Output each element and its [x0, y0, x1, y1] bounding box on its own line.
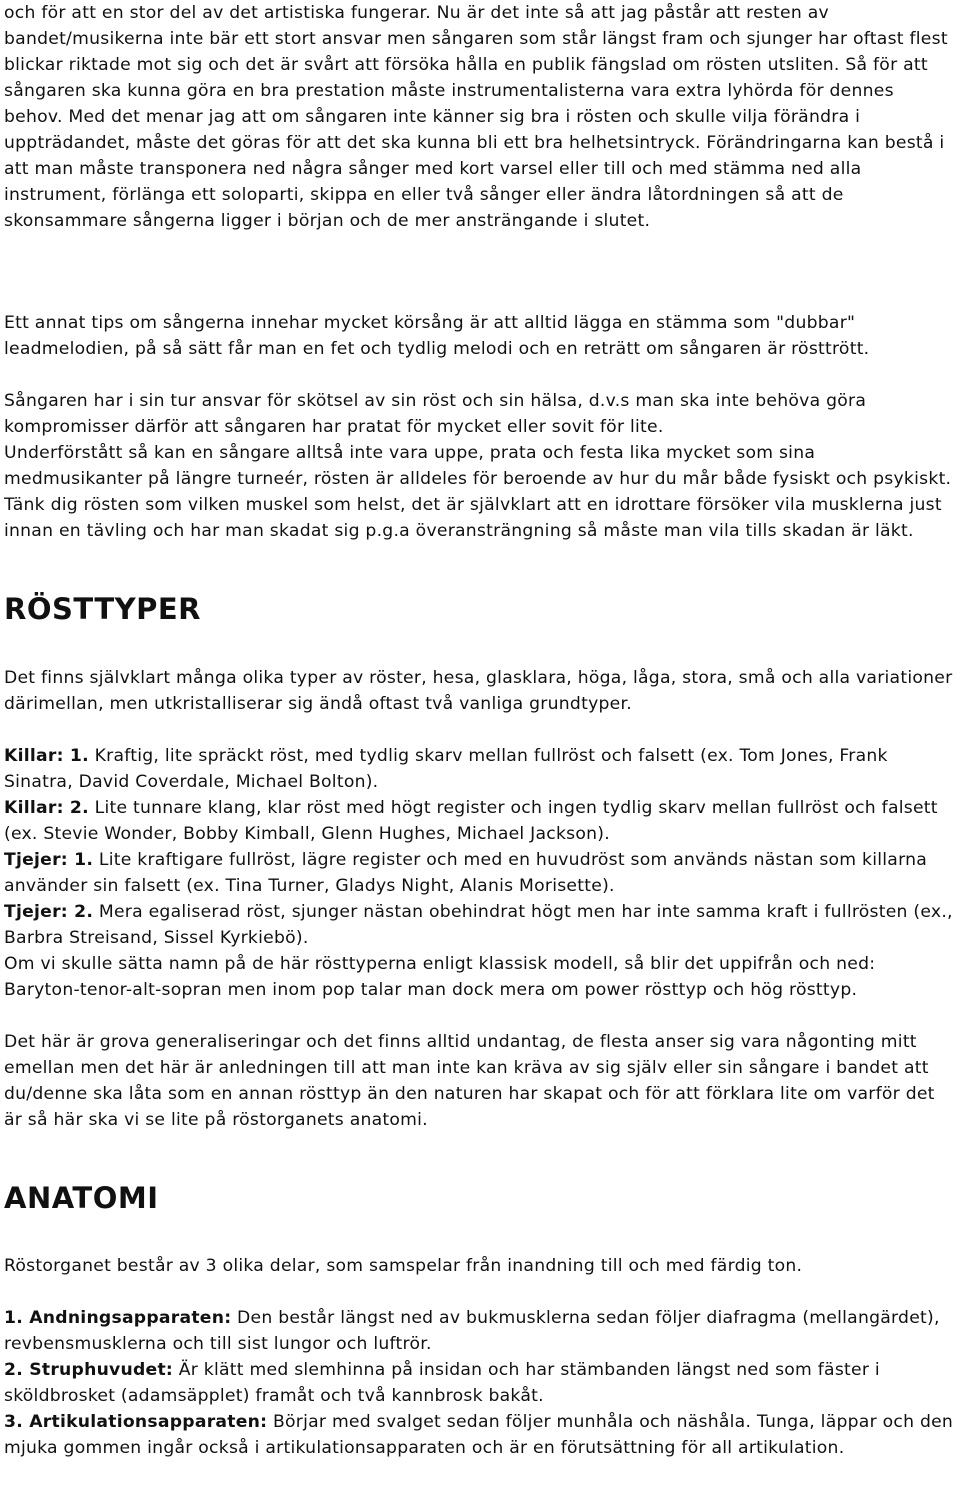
singer-responsibility-paragraph: Sångaren har i sin tur ansvar för skötsel av sin röst och sin hälsa, d.v.s man ska inte behöva göra kompromisser därför att sångaren har pratat för mycket eller sovit för lite.	[4, 391, 867, 437]
anatomy-part-3	[4, 1409, 956, 1461]
voice-type-label: Tjejer: 1.	[4, 850, 94, 870]
choir-tip-paragraph: Ett annat tips om sångerna innehar mycket körsång är att alltid lägga en stämma som "dubbar" leadmelodien, på så sätt får man en fet och tydlig melodi och en reträtt om sångaren är rösttrött.	[4, 313, 870, 359]
anatomy-part-description: Den består längst ned av bukmusklerna sedan följer diafragma (mellangärdet), revbensmusklerna och till sist lungor och luftrör.	[4, 1308, 940, 1354]
voice-type-description: Lite kraftigare fullröst, lägre register och med en huvudröst som används nästan som killarna använder sin falsett (ex. Tina Turner, Gladys Night, Alanis Morisette).	[4, 850, 928, 896]
touring-paragraph: Underförstått så kan en sångare alltså inte vara uppe, prata och festa lika mycket som sina medmusikanter på längre turneér, rösten är alldeles för beroende av hur du mår både fysiskt och psykiskt. Tänk dig rösten som vilken muskel som helst, det är självklart att en idrottare försöker vila musklerna just innan en tävling och har man skadat sig p.g.a överansträngning så måste man vila tills skadan är läkt.	[4, 443, 952, 541]
voice-type-killar-2	[4, 795, 956, 847]
anatomy-part-1	[4, 1305, 956, 1357]
classical-model-paragraph: Om vi skulle sätta namn på de här rösttyperna enligt klassisk modell, så blir det uppifrån och ned: Baryton-tenor-alt-sopran men inom pop talar man dock mera om power rösttyp och hög rösttyp.	[4, 954, 876, 1000]
anatomy-part-label: 3. Artikulationsapparaten:	[4, 1412, 268, 1432]
anatomy-part-label: 2. Struphuvudet:	[4, 1360, 174, 1380]
anatomy-part-description: Är klätt med slemhinna på insidan och har stämbanden längst ned som fäster i sköldbrosket (adamsäpplet) framåt och två kannbrosk bakåt.	[4, 1360, 880, 1406]
voice-type-label: Killar: 2.	[4, 798, 89, 818]
anatomy-part-description: Börjar med svalget sedan följer munhåla och näshåla. Tunga, läppar och den mjuka gommen ingår också i artikulationsapparaten och är en förutsättning för all artikulation.	[4, 1412, 954, 1458]
anatomy-part-label: 1. Andningsapparaten:	[4, 1308, 232, 1328]
section-heading-anatomi: ANATOMI	[4, 1181, 159, 1215]
voice-types-intro-paragraph: Det finns självklart många olika typer av röster, hesa, glasklara, höga, låga, stora, små och alla variationer därimellan, men utkristalliserar sig ändå oftast två vanliga grundtyper.	[4, 668, 953, 714]
voice-type-tjejer-2	[4, 899, 956, 951]
anatomy-intro-paragraph: Röstorganet består av 3 olika delar, som samspelar från inandning till och med färdig ton.	[4, 1256, 803, 1276]
intro-paragraph: och för att en stor del av det artistiska fungerar. Nu är det inte så att jag påstår att resten av bandet/musikerna inte bär ett stort ansvar men sångaren som står längst fram och sjunger har oftast flest blickar riktade mot sig och det är svårt att försöka hålla en publik fängslad om rösten utsliten. Så för att sångaren ska kunna göra en bra prestation måste instrumentalisterna vara extra lyhörda för dennes behov. Med det menar jag att om sångaren inte känner sig bra i rösten och skulle vilja förändra i uppträdandet, måste det göras för att det ska kunna bli ett bra helhetsintryck. Förändringarna kan bestå i att man måste transponera ned några sånger med kort varsel eller till och med stämma ned alla instrument, förlänga ett soloparti, skippa en eller två sånger eller ändra låtordningen så att de skonsammare sångerna ligger i början och de mer ansträngande i slutet.	[4, 3, 948, 231]
voice-type-description: Lite tunnare klang, klar röst med högt register och ingen tydlig skarv mellan fullröst och falsett (ex. Stevie Wonder, Bobby Kimball, Glenn Hughes, Michael Jackson).	[4, 798, 938, 844]
voice-type-description: Mera egaliserad röst, sjunger nästan obehindrat högt men har inte samma kraft i fullrösten (ex., Barbra Streisand, Sissel Kyrkiebö).	[4, 902, 953, 948]
anatomy-part-2	[4, 1357, 956, 1409]
section-heading-rosttyper: RÖSTTYPER	[4, 592, 201, 626]
voice-type-tjejer-1	[4, 847, 956, 899]
voice-type-label: Tjejer: 2.	[4, 902, 94, 922]
voice-type-killar-1	[4, 743, 956, 795]
voice-type-label: Killar: 1.	[4, 746, 89, 766]
generalization-paragraph: Det här är grova generaliseringar och det finns alltid undantag, de flesta anser sig vara någonting mitt emellan men det här är anledningen till att man inte kan kräva av sig själv eller sin sångare i bandet att du/denne ska låta som en annan rösttyp än den naturen har skapat och för att förklara lite om varför det är så här ska vi se lite på röstorganets anatomi.	[4, 1032, 935, 1130]
voice-type-description: Kraftig, lite spräckt röst, med tydlig skarv mellan fullröst och falsett (ex. Tom Jones, Frank Sinatra, David Coverdale, Michael Bolton).	[4, 746, 888, 792]
